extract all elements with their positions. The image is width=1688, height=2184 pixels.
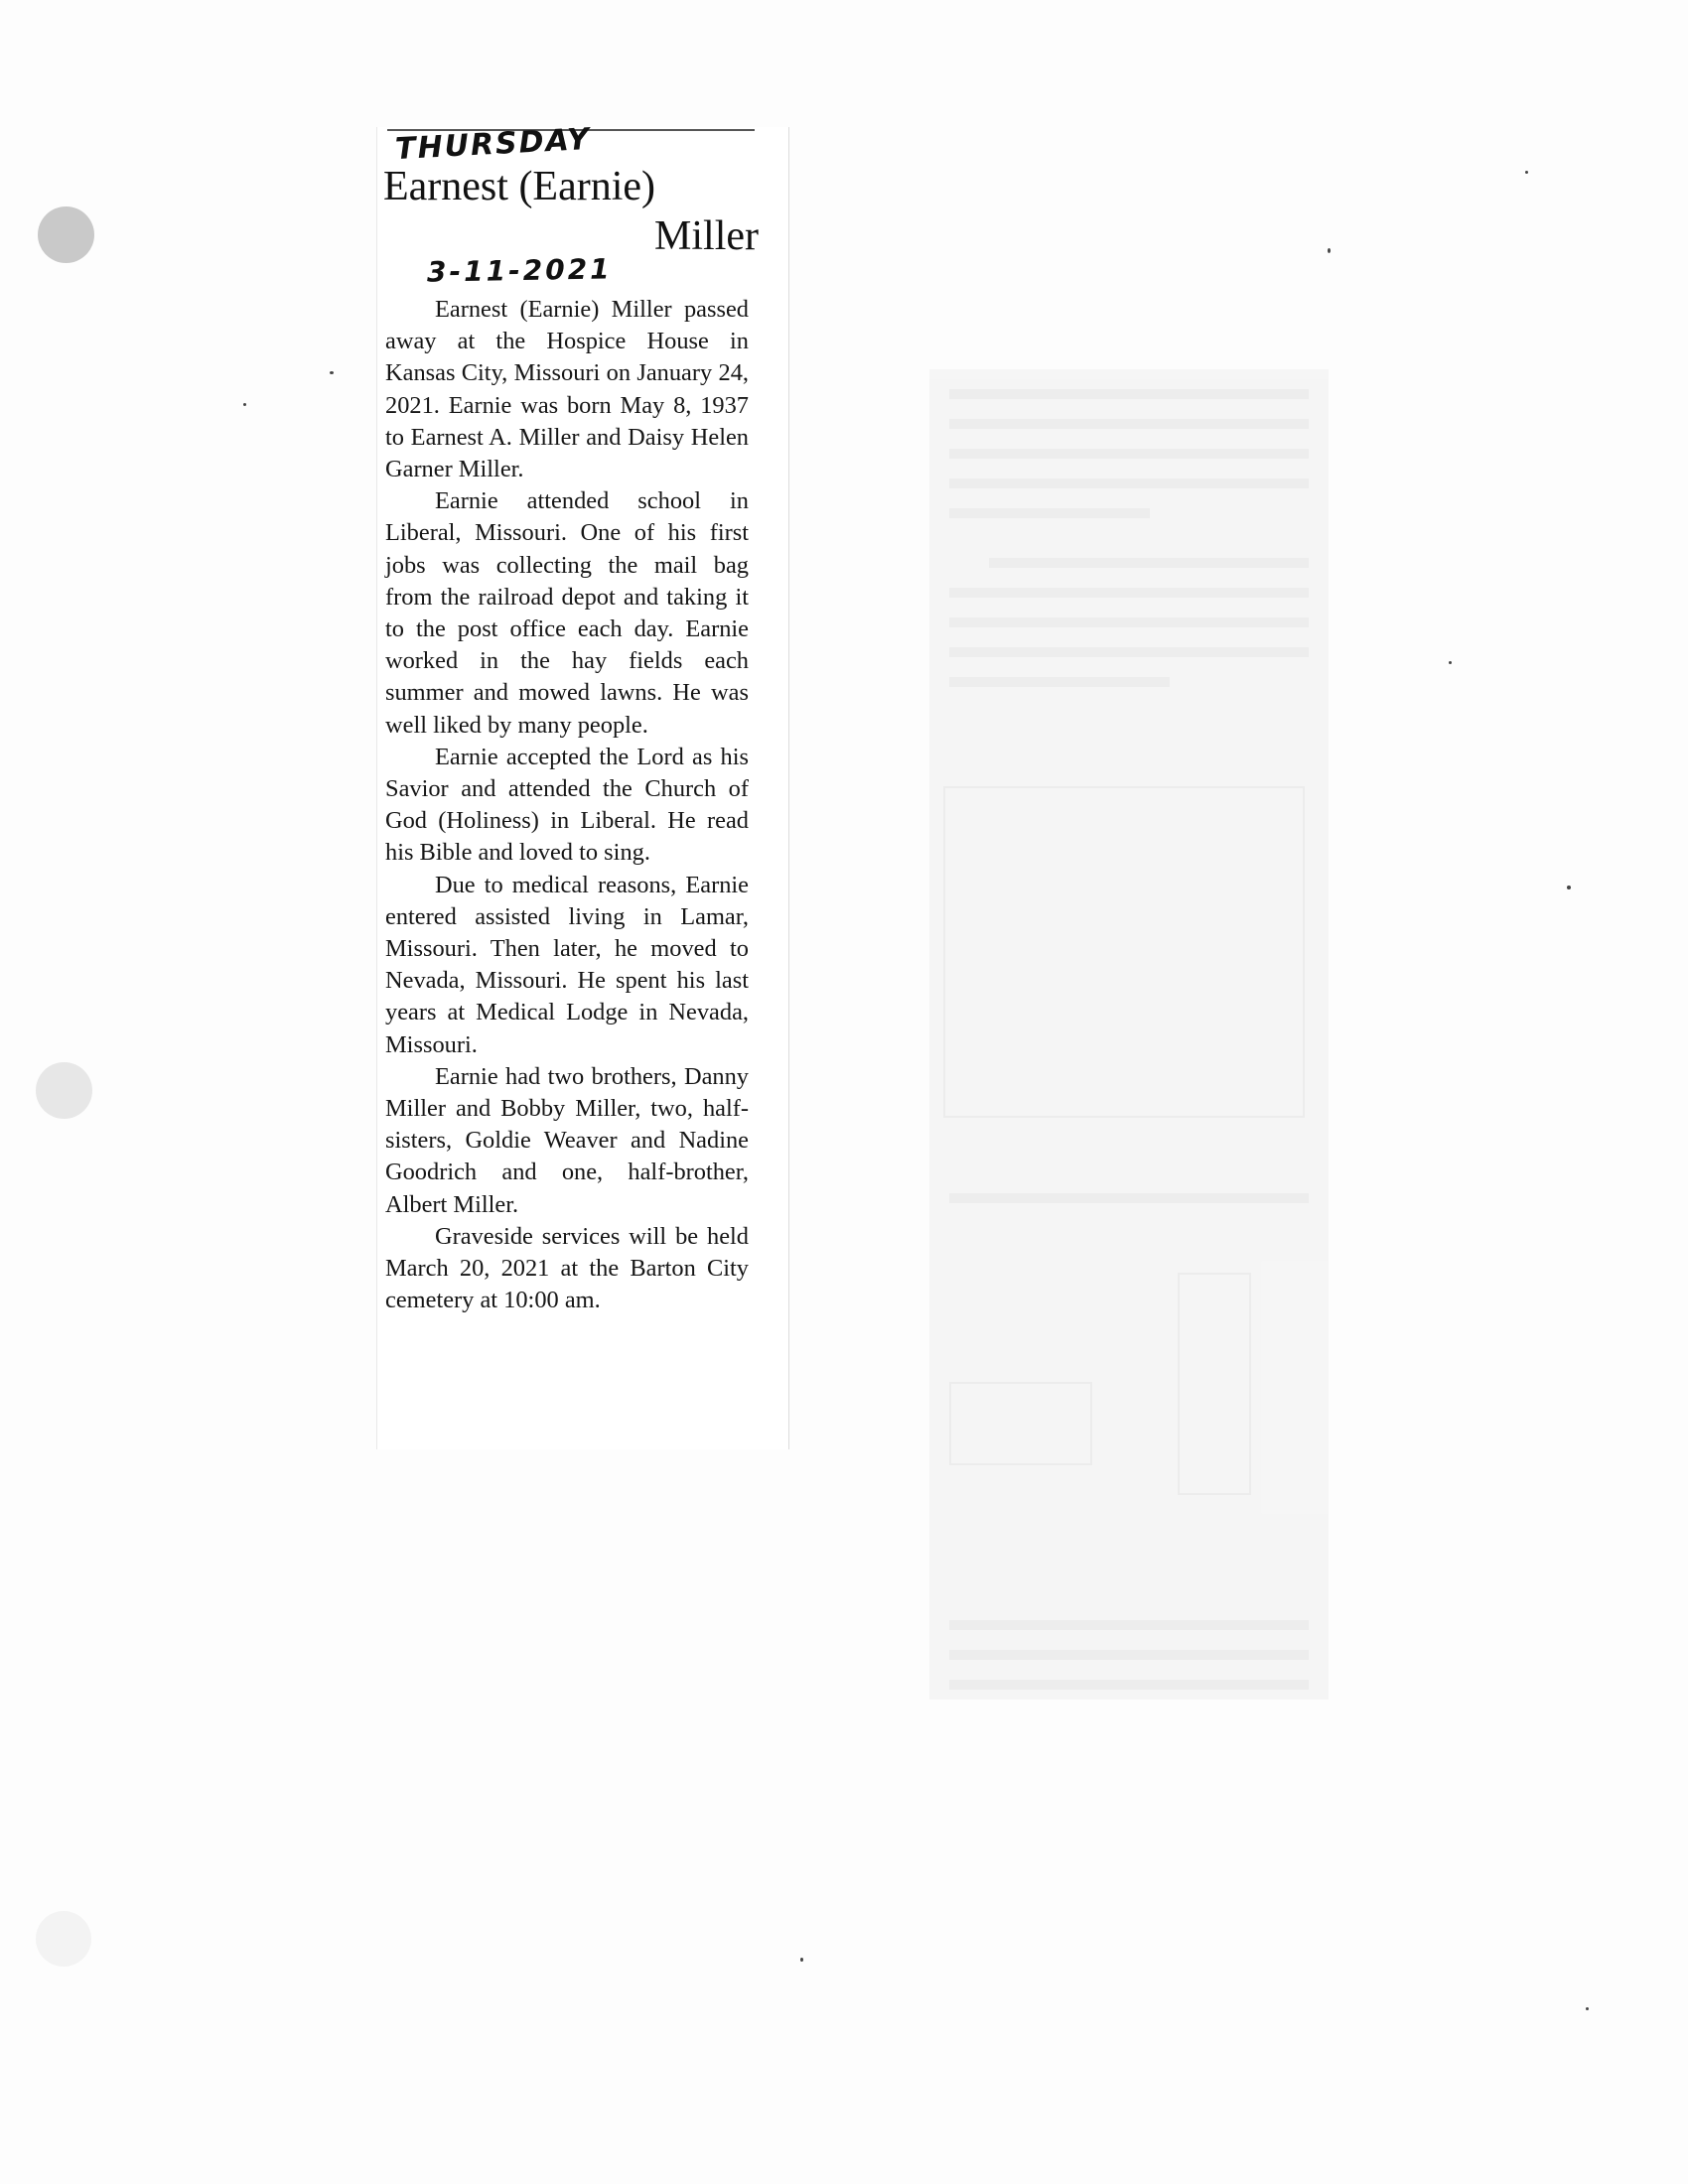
punch-hole: [36, 1911, 91, 1967]
scan-speck: [1449, 661, 1452, 664]
obituary-body: [385, 294, 749, 1317]
punch-hole: [38, 206, 94, 263]
scan-speck: [1567, 886, 1571, 889]
handwritten-day-note: THURSDAY: [394, 121, 592, 168]
scan-speck: [330, 371, 334, 374]
scan-speck: [1525, 171, 1528, 174]
bleed-through-clipping: [929, 369, 1329, 1700]
handwritten-date-note: 3-11-2021: [426, 252, 613, 289]
obituary-paragraph: Graveside services will be held March 20, 2021 at the Barton City cemetery at 10:00 am.: [385, 1222, 749, 1314]
scan-speck: [1586, 2007, 1589, 2010]
obituary-headline-line2: Miller: [654, 213, 759, 259]
obituary-paragraph: Earnest (Earnie) Miller passed away at the Hospice House in Kansas City, Missouri on January 24, 2021. Earnie was born May 8, 1937 to Earnest A. Miller and Daisy Helen Garner Miller.: [385, 296, 749, 483]
obituary-paragraph: Earnie accepted the Lord as his Savior and attended the Church of God (Holiness) in Liberal. He read his Bible and loved to sing.: [385, 743, 749, 867]
obituary-headline-line1: Earnest (Earnie): [383, 164, 656, 209]
obituary-paragraph: Due to medical reasons, Earnie entered assisted living in Lamar, Missouri. Then later, he moved to Nevada, Missouri. He spent his last years at Medical Lodge in Nevada, Missouri.: [385, 871, 749, 1058]
punch-hole: [36, 1062, 92, 1119]
scan-speck: [243, 403, 246, 406]
obituary-clipping: [377, 121, 788, 1449]
obituary-paragraph: Earnie attended school in Liberal, Missouri. One of his first jobs was collecting the mail bag from the railroad depot and taking it to the post office each day. Earnie worked in the hay fields each summer and mowed lawns. He was well liked by many people.: [385, 487, 749, 739]
scan-speck: [800, 1958, 803, 1962]
obituary-paragraph: Earnie had two brothers, Danny Miller and Bobby Miller, two, half-sisters, Goldie Weaver and Nadine Goodrich and one, half-brother, Albert Miller.: [385, 1062, 749, 1218]
scan-speck: [1328, 248, 1331, 253]
